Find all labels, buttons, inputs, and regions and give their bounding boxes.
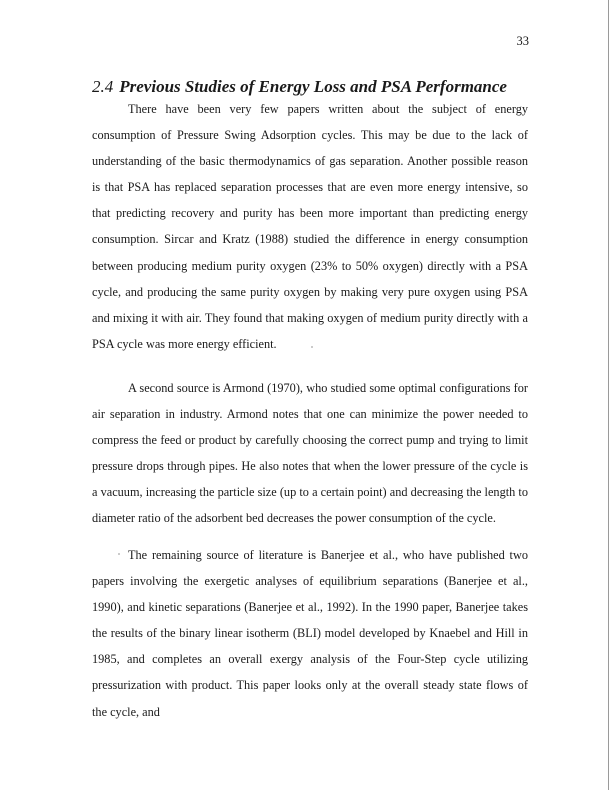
- section-title: Previous Studies of Energy Loss and PSA Performance: [119, 77, 507, 96]
- paragraph-3: The remaining source of literature is Banerjee et al., who have published two papers involving the exergetic analyses of equilibrium separations (Banerjee et al., 1990), and kinetic separations (Banerjee et al., 1992). In the 1990 paper, Banerjee takes the results of the binary linear isotherm (BLI) model developed by Knaebel and Hill in 1985, and completes an overall exergy analysis of the Four-Step cycle utilizing pressurization with product. This paper looks only at the overall steady state flows of the cycle, and: [92, 548, 528, 719]
- paragraph-1: There have been very few papers written about the subject of energy consumption of Pressure Swing Adsorption cycles. This may be due to the lack of understanding of the basic thermodynamics of gas separation. Another possible reason is that PSA has replaced separation processes that are even more energy intensive, so that predicting recovery and purity has been more important than predicting energy consumption. Sircar and Kratz (1988) studied the difference in energy consumption between producing medium purity oxygen (23% to 50% oxygen) directly with a PSA cycle, and producing the same purity oxygen by making very pure oxygen using PSA and mixing it with air. They found that making oxygen of medium purity directly with a PSA cycle was more energy efficient.: [92, 102, 528, 351]
- section-number: 2.4: [92, 77, 114, 96]
- scan-right-border: [608, 0, 609, 790]
- paragraph-2: A second source is Armond (1970), who studied some optimal configurations for air separation in industry. Armond notes that one can minimize the power needed to compress the feed or product by carefully choosing the correct pump and trying to limit pressure drops through pipes. He also notes that when the lower pressure of the cycle is a vacuum, increasing the particle size (up to a certain point) and decreasing the length to diameter ratio of the adsorbent bed decreases the power consumption of the cycle.: [92, 381, 528, 526]
- section-heading: [92, 77, 507, 97]
- scan-speck: [118, 553, 120, 555]
- scan-speck: [311, 346, 313, 348]
- page-number: 33: [516, 34, 529, 48]
